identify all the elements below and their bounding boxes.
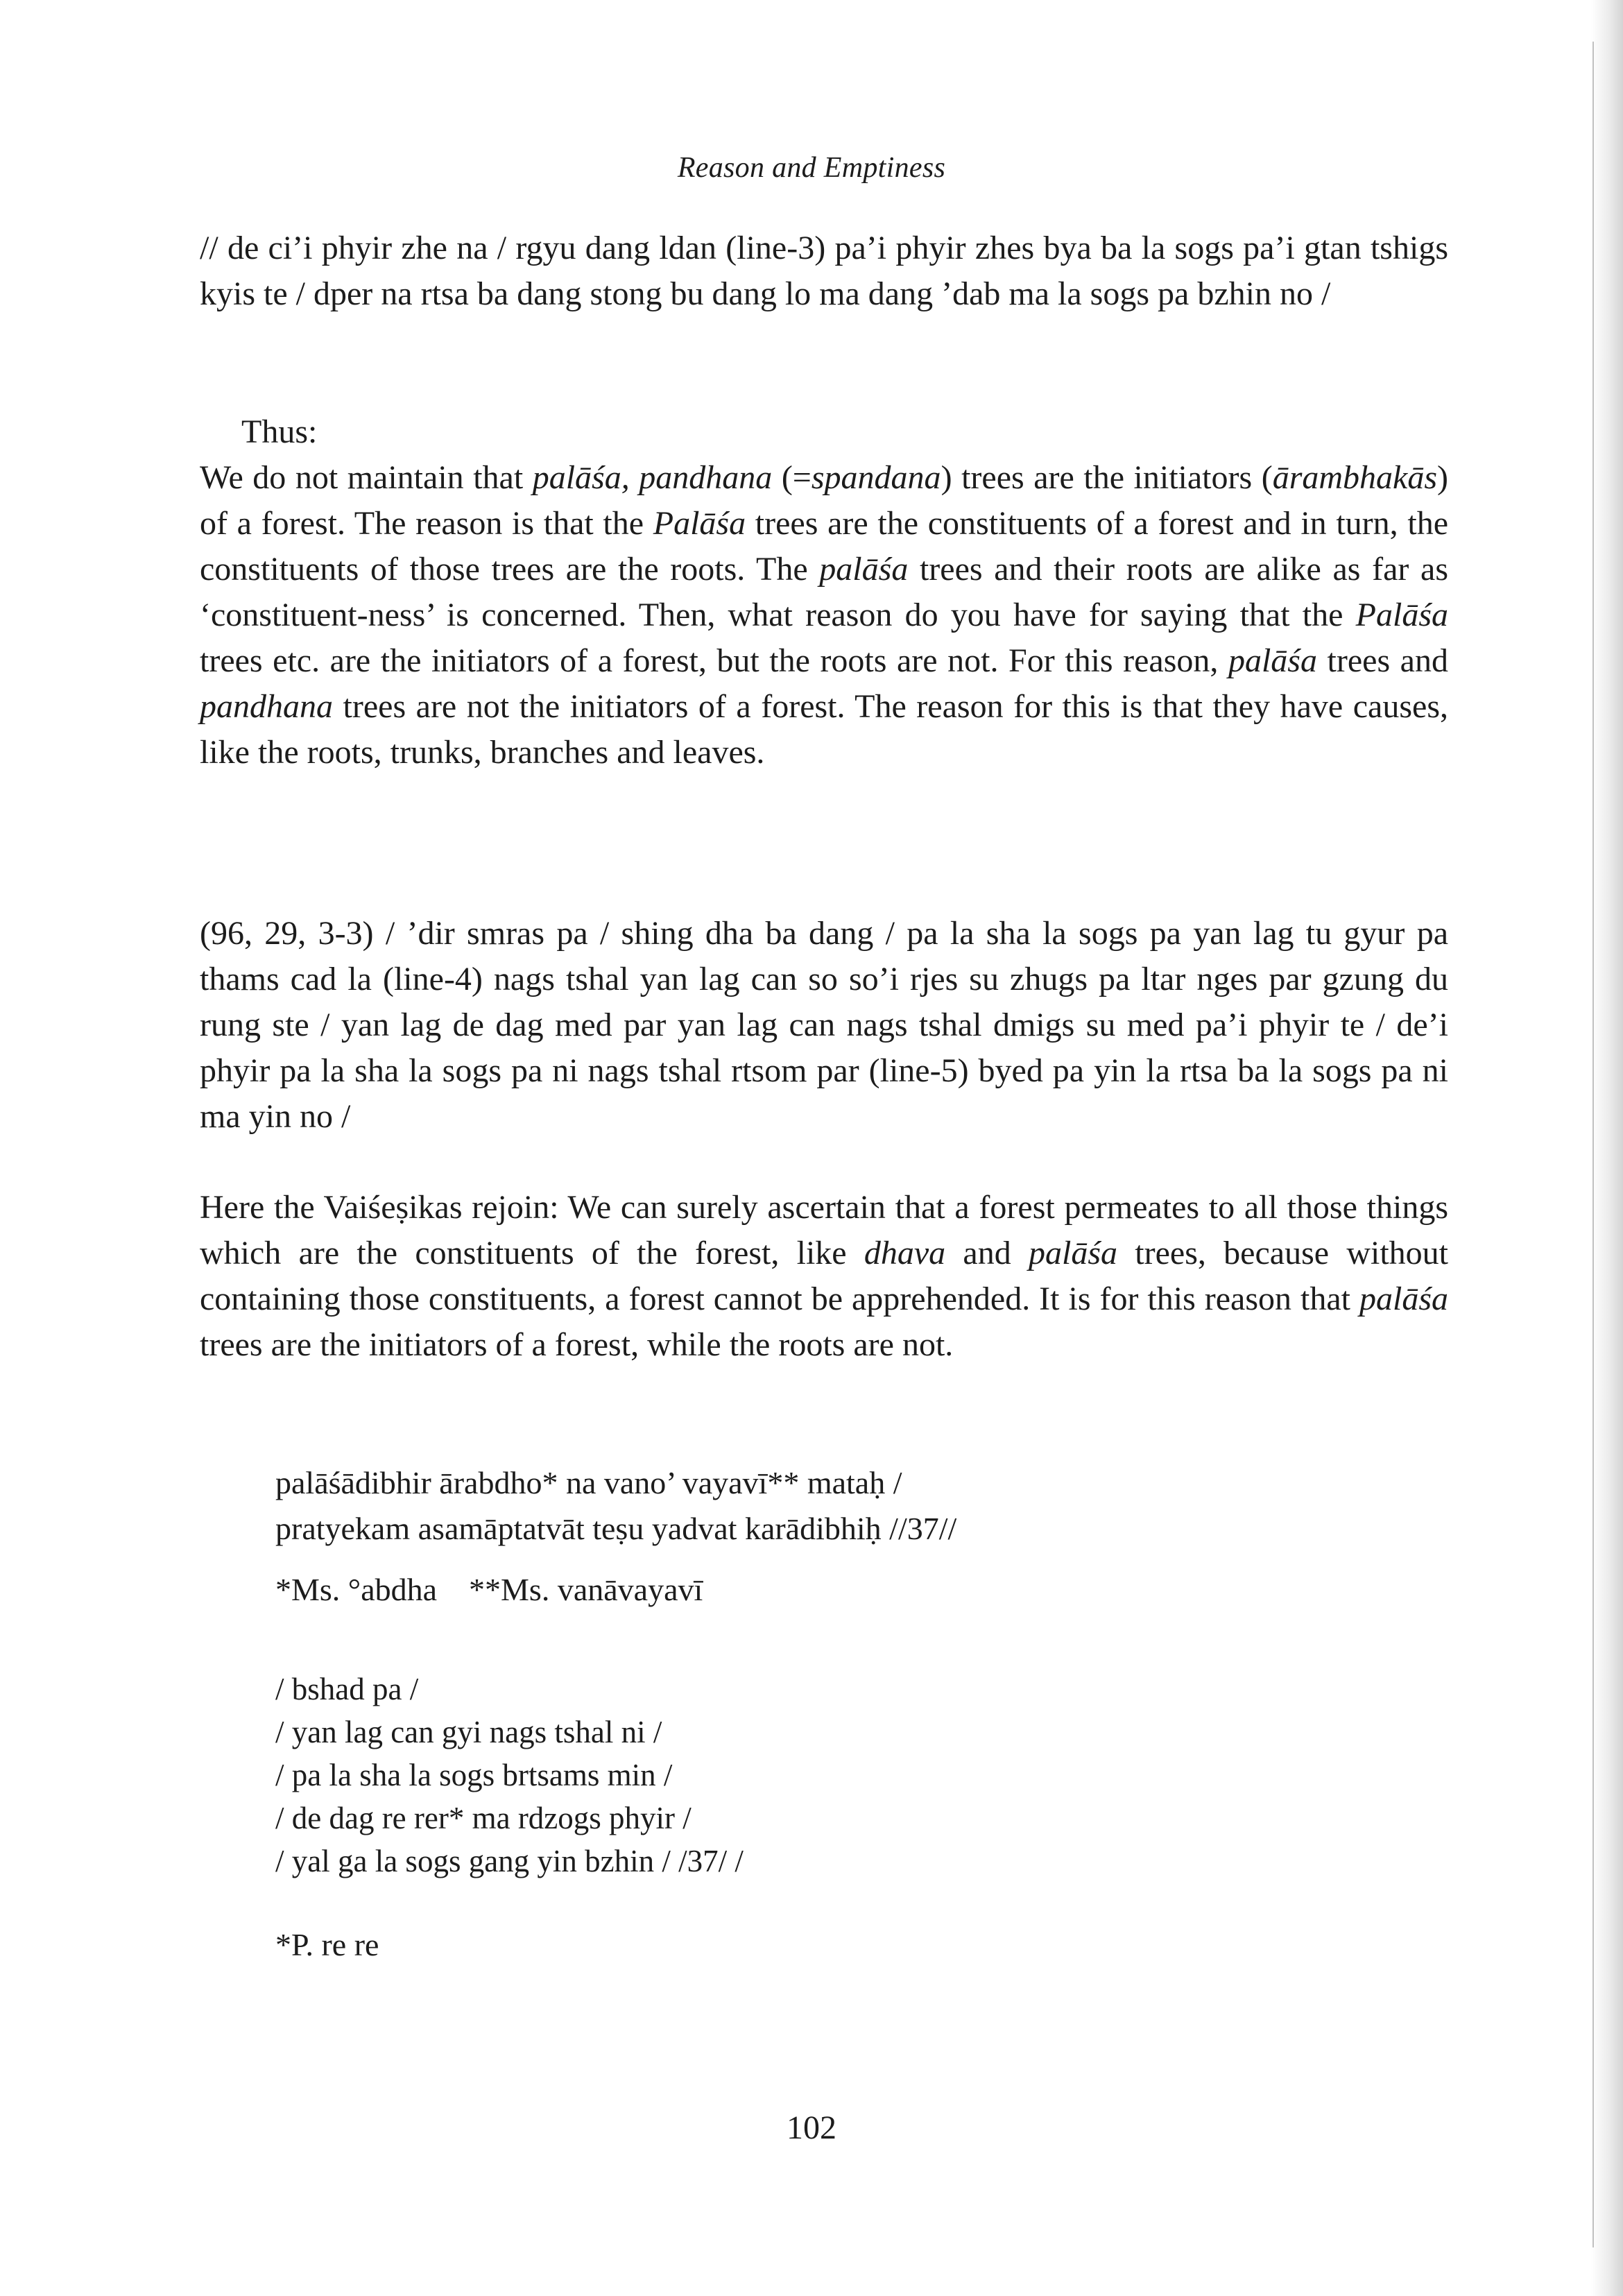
sanskrit-footnote: *Ms. °abdha **Ms. vanāvayavī — [275, 1572, 703, 1607]
tibetan-paragraph-1 — [200, 225, 1448, 317]
page-number: 102 — [787, 2109, 836, 2146]
thus-label: Thus: — [241, 413, 318, 450]
sanskrit-verse-line: palāśādibhir ārabdho* na vano’ vayavī** mataḥ / — [275, 1465, 902, 1500]
tibetan-verse-line: / pa la sha la sogs brtsams min / — [275, 1758, 673, 1792]
tibetan-footnote: *P. re re — [275, 1927, 379, 1962]
scan-edge-line — [1592, 42, 1594, 2247]
tibetan-verse — [275, 1668, 744, 1883]
english-paragraph-1 — [200, 455, 1448, 776]
sanskrit-verse — [275, 1460, 1454, 1552]
tibetan-verse-line: / de dag re rer* ma rdzogs phyir / — [275, 1801, 692, 1835]
tibetan-verse-line: / bshad pa / — [275, 1672, 419, 1706]
scan-edge-shading — [1591, 0, 1623, 2296]
english-text-2: Here the Vaiśeṣikas rejoin: We can surely ascertain that a forest permeates to all those things which are the constituents of the forest, like dhava and palāśa trees, because without containing those constituents, a forest cannot be apprehended. It is for this reason that palāśa trees are the initiators of a forest, while the roots are not. — [200, 1189, 1449, 1363]
tibetan-text-2: (96, 29, 3-3) / ’dir smras pa / shing dha ba dang / pa la sha la sogs pa yan lag tu gyur pa thams cad la (line-4) nags tshal yan lag can so so’i rjes su zhugs pa ltar nges par gzung du rung ste / yan lag de dag med par yan lag can nags tshal dmigs su med pa’i phyir te / de’i phyir pa la sha la sogs pa ni nags tshal rtsom par (line-5) byed pa yin la rtsa ba la sogs pa ni ma yin no / — [200, 915, 1448, 1135]
english-paragraph-2 — [200, 1185, 1448, 1368]
running-head: Reason and Emptiness — [677, 152, 946, 184]
sanskrit-verse-line: pratyekam asamāptatvāt teṣu yadvat karādibhiḥ //37// — [275, 1511, 957, 1546]
english-text-1: We do not maintain that palāśa, pandhana (=spandana) trees are the initiators (ārambhakās) of a forest. The reason is that the Palāśa trees are the constituents of a forest and in turn, the constituents of those trees are the roots. The palāśa trees and their roots are alike as far as ‘constituent-ness’ is concerned. Then, what reason do you have for saying that the Palāśa trees etc. are the initiators of a forest, but the roots are not. For this reason, palāśa trees and pandhana trees are not the initiators of a forest. The reason for this is that they have causes, like the roots, trunks, branches and leaves. — [200, 459, 1449, 771]
tibetan-verse-line: / yan lag can gyi nags tshal ni / — [275, 1715, 662, 1749]
tibetan-verse-line: / yal ga la sogs gang yin bzhin / /37/ / — [275, 1844, 744, 1878]
tibetan-text-1: // de ci’i phyir zhe na / rgyu dang ldan (line-3) pa’i phyir zhes bya ba la sogs pa’i gtan tshigs kyis te / dper na rtsa ba dang stong bu dang lo ma dang ’dab ma la sogs pa bzhin no / — [200, 230, 1448, 312]
tibetan-paragraph-2 — [200, 911, 1448, 1140]
